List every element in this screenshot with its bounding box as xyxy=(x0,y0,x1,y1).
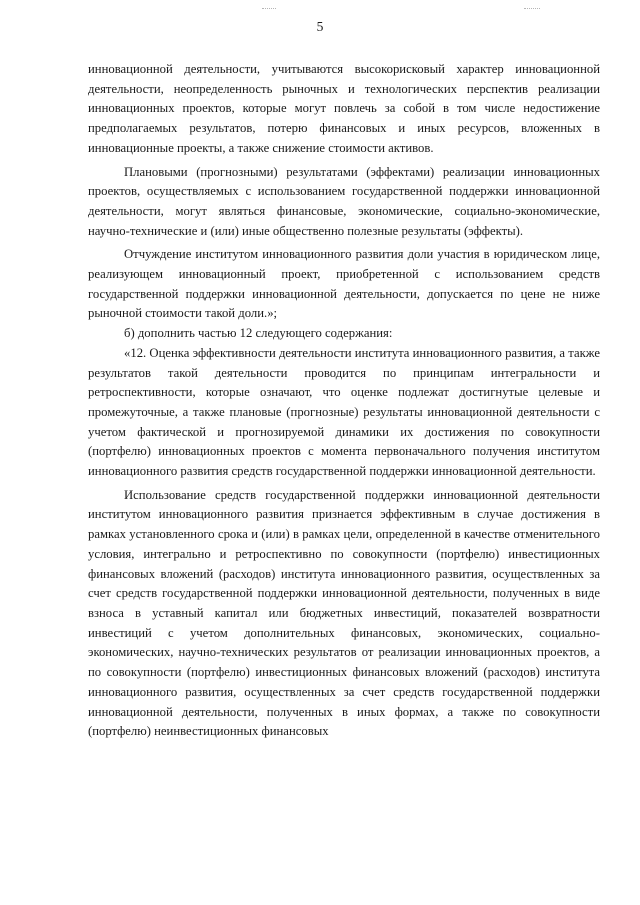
paragraph-share-alienation: Отчуждение институтом инновационного развития доли участия в юридическом лице, реализующем инновационный проект, приобретенной с использованием средств государственной поддержки инновационной деятельности, допускается по цене не ниже рыночной стоимости такой доли.»; xyxy=(88,247,600,321)
paragraph-amendment-intro: б) дополнить частью 12 следующего содержания: xyxy=(124,326,393,341)
paragraph-planned-results: Плановыми (прогнозными) результатами (эффектами) реализации инновационных проектов, осуществляемых с использованием государственной поддержки инновационной деятельности, могут являться финансовые, экономические, социально-экономические, научно-технические и (или) иные общественно полезные результаты (эффекты). xyxy=(88,164,600,238)
paragraph-continuation: инновационной деятельности, учитываются высокорисковый характер инновационной деятельности, неопределенность рыночных и технологических перспектив реализации инновационных проектов, которые могут повлечь за собой в том числе недостижение предполагаемых результатов, потерю финансовых и иных ресурсов, вложенных в инновационные проекты, а также снижение стоимости активов. xyxy=(88,62,600,155)
scan-artifact xyxy=(262,8,276,10)
page-number: 5 xyxy=(316,19,324,34)
document-body xyxy=(88,60,600,742)
paragraph-efficiency-criteria: Использование средств государственной поддержки инновационной деятельности институтом инновационного развития признается эффективным в случае достижения в рамках установленного срока и (или) в рамках цели, определенной в качестве отменительного условия, интегрально и ретроспективно по совокупности (портфелю) инвестиционных финансовых вложений (расходов) института инновационного развития, осуществленных за счет средств государственной поддержки инновационной деятельности, полученных в виде взноса в уставный капитал или бюджетных инвестиций, показателей возвратности инвестиций с учетом дополнительных финансовых, экономических, социально-экономических, научно-технических результатов от реализации инновационных проектов, а по совокупности (портфелю) инвестиционных финансовых вложений (расходов) института инновационного развития, осуществленных за счет средств государственной поддержки инновационной деятельности, полученных в иных формах, а также по совокупности (портфелю) неинвестиционных финансовых xyxy=(88,487,600,739)
paragraph-part-12: «12. Оценка эффективности деятельности института инновационного развития, а также результатов такой деятельности проводится по принципам интегральности и ретроспективности, которые означают, что оценке подлежат достигнутые целевые и промежуточные, а также плановые (прогнозные) результаты инновационной деятельности с учетом фактической и прогнозируемой динамики их достижения по совокупности (портфелю) инновационных проектов с момента первоначального получения институтом инновационного развития средств государственной поддержки инновационной деятельности. xyxy=(88,345,600,479)
scan-artifact xyxy=(524,8,540,10)
